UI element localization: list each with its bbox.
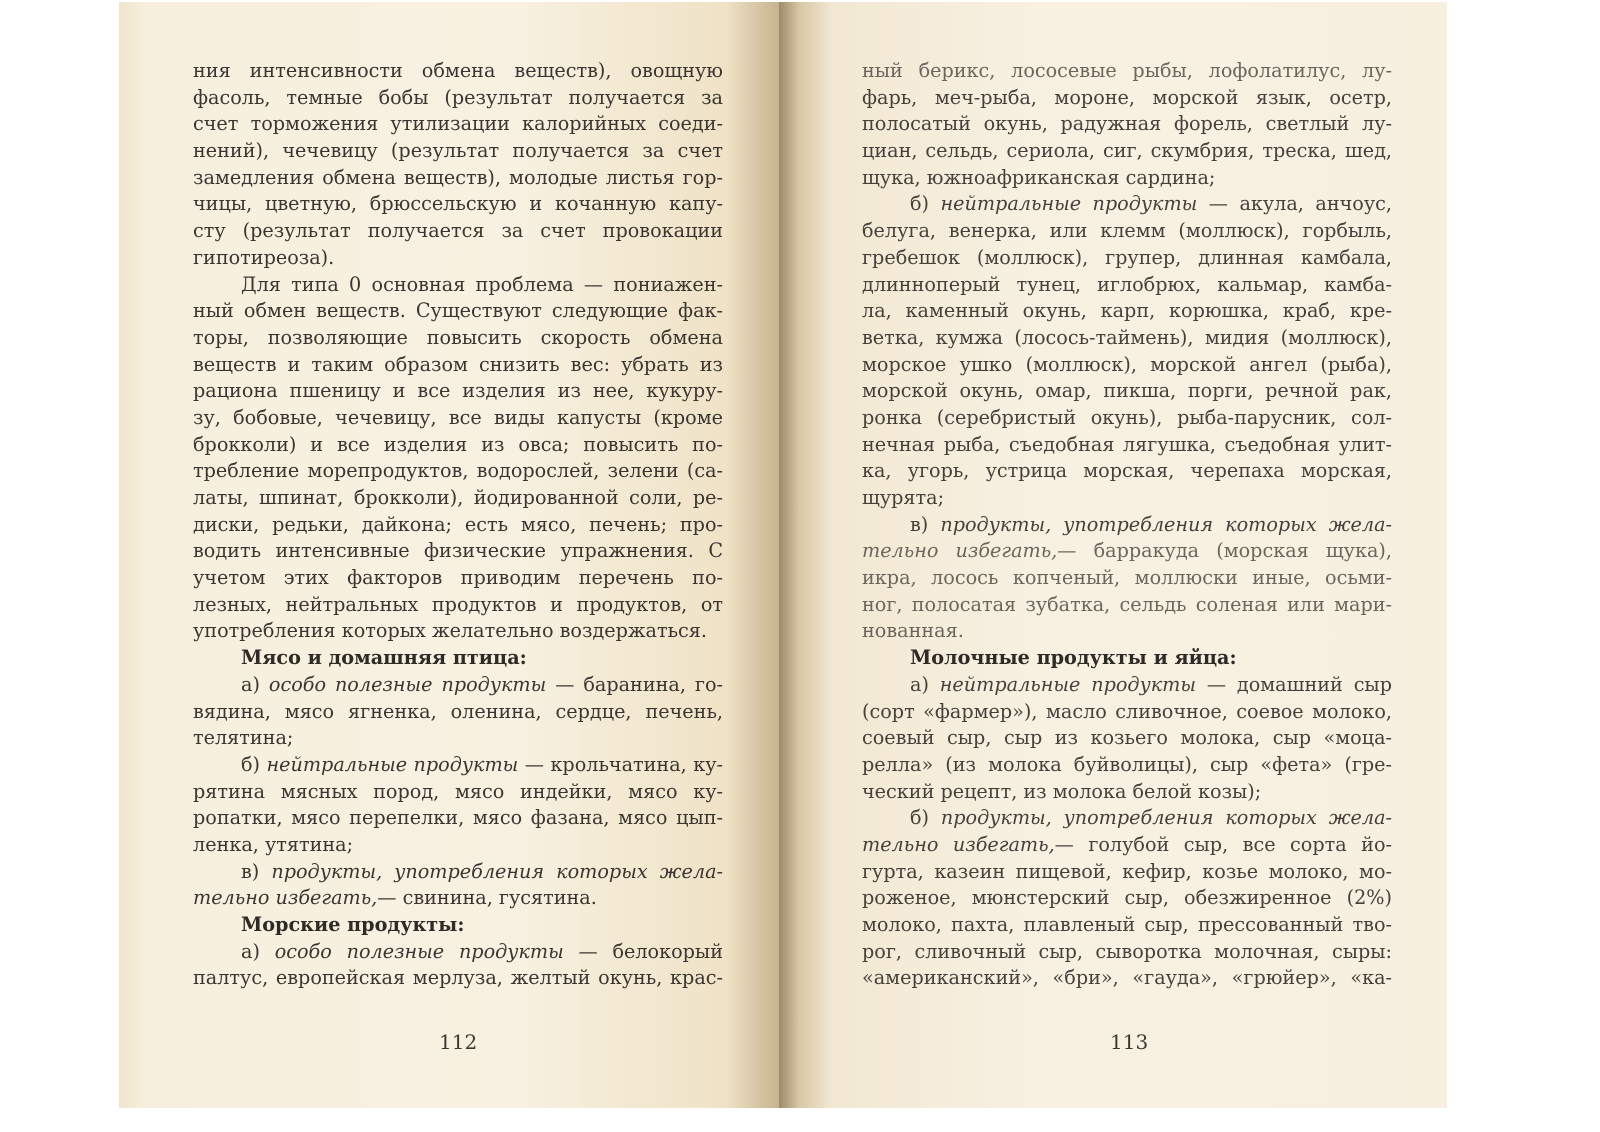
text-line — [193, 485, 723, 512]
text-line — [862, 779, 1392, 806]
text-line — [862, 965, 1392, 992]
text-line — [193, 85, 723, 112]
text-segment: икра, лосось копченый, моллюски иные, осьми- — [862, 566, 1392, 590]
text-segment: ния интенсивности обмена веществ), овощную — [193, 59, 723, 82]
text-segment: — домашний сыр — [1195, 672, 1392, 696]
text-segment: рятина мясных пород, мясо индейки, мясо ку- — [193, 779, 723, 803]
left-page-text — [193, 58, 723, 992]
text-line — [862, 191, 1392, 218]
text-line — [193, 352, 723, 379]
text-segment: а) — [241, 939, 275, 963]
text-segment: — баранина, го- — [546, 672, 723, 696]
text-segment: рациона пшеницу и все изделия из нее, кукуру- — [193, 379, 723, 403]
text-segment: нений), чечевицу (результат получается за счет — [193, 139, 723, 163]
text-line — [193, 538, 723, 565]
text-line — [193, 298, 723, 325]
text-segment: в) — [241, 859, 272, 883]
text-line — [862, 565, 1392, 592]
text-segment: палтус, европейская мерлуза, желтый окунь, крас- — [193, 966, 723, 990]
text-segment: в) — [910, 512, 941, 536]
text-segment: ронка (серебристый окунь), рыба-парусник, сол- — [862, 405, 1392, 429]
text-line — [862, 672, 1392, 699]
text-segment: ный обмен веществ. Существуют следующие фак- — [193, 299, 723, 323]
text-segment: — крольчатина, ку- — [518, 752, 723, 776]
left-page-number: 112 — [439, 1030, 478, 1054]
text-line — [193, 832, 723, 859]
text-segment: сту (результат получается за счет провокации — [193, 219, 723, 243]
text-line — [862, 939, 1392, 966]
italic-term: нейтральные продукты — [940, 192, 1198, 216]
text-line — [862, 245, 1392, 272]
text-segment: ленка, утятина; — [193, 832, 354, 856]
text-line — [862, 725, 1392, 752]
book-spread — [119, 2, 1447, 1108]
italic-term: нейтральные продукты — [266, 752, 519, 776]
text-line — [862, 165, 1392, 192]
text-segment: б) — [241, 752, 267, 776]
text-line — [862, 218, 1392, 245]
italic-term: нейтральные продукты — [939, 672, 1196, 696]
text-segment: ветка, кумжа (лосось-таймень), мидия (моллюск), — [862, 325, 1392, 349]
text-segment: гурта, казеин пищевой, кефир, козье молоко, мо- — [862, 859, 1392, 883]
section-heading — [862, 645, 1392, 672]
text-line — [862, 618, 1392, 645]
right-page-number: 113 — [1110, 1030, 1149, 1054]
text-segment: употребления которых желательно воздержаться. — [193, 619, 707, 643]
text-segment: а) — [910, 672, 940, 696]
text-segment: ла, каменный окунь, карп, корюшка, краб, кре- — [862, 299, 1392, 323]
text-line — [193, 965, 723, 992]
right-page — [779, 2, 1447, 1108]
text-segment: брокколи) и все изделия из овса; повысить по- — [193, 432, 723, 456]
text-segment: релла» (из молока буйволицы), сыр «фета» (гре- — [862, 752, 1392, 776]
italic-term: тельно избегать, — [862, 539, 1058, 563]
text-segment: — барракуда (морская щука), — [1057, 539, 1392, 563]
text-line — [193, 565, 723, 592]
text-line — [862, 752, 1392, 779]
text-segment: фарь, меч-рыба, мороне, морской язык, осетр, — [862, 85, 1392, 109]
text-line — [862, 272, 1392, 299]
text-line — [193, 592, 723, 619]
text-line — [193, 859, 723, 886]
text-segment: лезных, нейтральных продуктов и продуктов, от — [193, 592, 723, 616]
text-line — [862, 699, 1392, 726]
text-segment: морское ушко (моллюск), морской ангел (рыба), — [862, 352, 1392, 376]
text-segment: ка, угорь, устрица морская, черепаха морская, — [862, 459, 1392, 483]
text-segment: телятина; — [193, 726, 294, 750]
text-segment: — свинина, гусятина. — [377, 886, 597, 910]
text-segment: морской окунь, омар, пикша, порги, речной рак, — [862, 379, 1392, 403]
text-segment: счет торможения утилизации калорийных соеди- — [193, 112, 723, 136]
text-line — [862, 138, 1392, 165]
text-segment: рог, сливочный сыр, сыворотка молочная, сыры: — [862, 939, 1392, 963]
text-line — [862, 378, 1392, 405]
text-line — [193, 245, 723, 272]
text-segment: б) — [910, 192, 941, 216]
text-line — [862, 885, 1392, 912]
text-line — [193, 191, 723, 218]
text-segment: гипотиреоза). — [193, 245, 335, 269]
text-segment: Для типа 0 основная проблема — пониажен- — [241, 272, 723, 296]
text-line — [862, 512, 1392, 539]
text-line — [862, 85, 1392, 112]
text-line — [862, 58, 1392, 85]
text-segment: диски, редьки, дайкона; есть мясо, печень; про- — [193, 512, 723, 536]
text-line — [862, 458, 1392, 485]
text-line — [193, 165, 723, 192]
text-line — [193, 725, 723, 752]
text-line — [193, 752, 723, 779]
text-segment: гребешок (моллюск), групер, длинная камбала, — [862, 245, 1392, 269]
text-line — [193, 672, 723, 699]
text-line — [862, 912, 1392, 939]
text-segment: требление морепродуктов, водорослей, зелени (са- — [193, 459, 723, 483]
text-line — [193, 939, 723, 966]
text-segment: нованная. — [862, 619, 964, 643]
italic-term: тельно избегать, — [862, 832, 1055, 856]
text-line — [193, 272, 723, 299]
text-segment: роженое, мюнстерский сыр, обезжиренное (2%) — [862, 886, 1392, 910]
text-line — [862, 485, 1392, 512]
text-segment: — голубой сыр, все сорта йо- — [1054, 832, 1392, 856]
text-line — [193, 218, 723, 245]
text-segment: чицы, цветную, брюссельскую и кочанную капу- — [193, 192, 723, 216]
text-line — [862, 832, 1392, 859]
text-line — [193, 432, 723, 459]
italic-term: тельно избегать, — [193, 886, 378, 910]
text-segment: водить интенсивные физические упражнения. С — [193, 539, 723, 563]
text-line — [193, 779, 723, 806]
text-segment: соевый сыр, сыр из козьего молока, сыр «моца- — [862, 726, 1392, 750]
text-line — [862, 538, 1392, 565]
text-line — [862, 325, 1392, 352]
text-line — [862, 352, 1392, 379]
text-segment: ный берикс, лососевые рыбы, лофолатилус, лу- — [862, 59, 1392, 82]
text-line — [193, 805, 723, 832]
text-segment: латы, шпинат, брокколи), йодированной соли, ре- — [193, 486, 723, 509]
text-segment: — акула, анчоус, — [1197, 192, 1392, 216]
section-heading — [193, 645, 723, 672]
text-segment: длинноперый тунец, иглобрюх, кальмар, камба- — [862, 272, 1392, 296]
text-line — [193, 325, 723, 352]
text-segment: учетом этих факторов приводим перечень по- — [193, 566, 723, 590]
italic-term: особо полезные продукты — [274, 939, 564, 963]
text-segment: щука, южноафриканская сардина; — [862, 165, 1216, 189]
text-line — [193, 885, 723, 912]
text-line — [193, 618, 723, 645]
text-segment: замедления обмена веществ), молодые листья гор- — [193, 165, 723, 189]
section-heading — [193, 912, 723, 939]
text-line — [862, 859, 1392, 886]
text-segment: полосатый окунь, радужная форель, светлый лу- — [862, 112, 1392, 136]
text-segment: ног, полосатая зубатка, сельдь соленая или мари- — [862, 592, 1392, 616]
text-segment: белуга, венерка, или клемм (моллюск), горбыль, — [862, 219, 1392, 243]
text-segment: Морские продукты: — [241, 913, 465, 936]
text-segment: вядина, мясо ягненка, оленина, сердце, печень, — [193, 699, 723, 723]
text-segment: Мясо и домашняя птица: — [241, 646, 527, 670]
text-line — [193, 138, 723, 165]
text-line — [193, 58, 723, 85]
text-segment: а) — [241, 672, 269, 696]
text-line — [193, 458, 723, 485]
text-segment: веществ и таким образом снизить вес: убрать из — [193, 352, 723, 376]
text-segment: торы, позволяющие повысить скорость обмена — [193, 325, 723, 349]
italic-term: продукты, употребления которых жела- — [940, 512, 1392, 536]
italic-term: продукты, употребления которых жела- — [940, 806, 1392, 830]
text-line — [862, 592, 1392, 619]
text-segment: ческий рецепт, из молока белой козы); — [862, 779, 1262, 803]
text-line — [862, 298, 1392, 325]
text-segment: б) — [910, 806, 941, 830]
text-segment: ропатки, мясо перепелки, мясо фазана, мясо цып- — [193, 806, 723, 830]
text-segment: (сорт «фармер»), масло сливочное, соевое молоко, — [862, 699, 1392, 723]
right-page-text — [862, 58, 1392, 992]
italic-term: продукты, употребления которых жела- — [271, 859, 723, 883]
text-line — [862, 805, 1392, 832]
text-segment: зу, бобовые, чечевицу, все виды капусты (кроме — [193, 405, 723, 429]
text-line — [193, 512, 723, 539]
text-segment: щурята; — [862, 486, 945, 509]
text-segment: «американский», «бри», «гауда», «грюйер», «ка- — [862, 966, 1392, 990]
text-segment: фасоль, темные бобы (результат получается за — [193, 85, 723, 109]
text-segment: циан, сельдь, сериола, сиг, скумбрия, треска, шед, — [862, 139, 1392, 163]
text-segment: — белокорый — [563, 939, 723, 963]
text-line — [193, 378, 723, 405]
text-line — [193, 699, 723, 726]
text-segment: нечная рыба, съедобная лягушка, съедобная улит- — [862, 432, 1392, 456]
text-segment: Молочные продукты и яйца: — [910, 646, 1237, 670]
text-line — [862, 432, 1392, 459]
left-page — [119, 2, 779, 1108]
text-line — [862, 405, 1392, 432]
text-line — [193, 111, 723, 138]
text-line — [862, 111, 1392, 138]
text-segment: молоко, пахта, плавленый сыр, прессованный тво- — [862, 913, 1392, 936]
italic-term: особо полезные продукты — [268, 672, 547, 696]
text-line — [193, 405, 723, 432]
